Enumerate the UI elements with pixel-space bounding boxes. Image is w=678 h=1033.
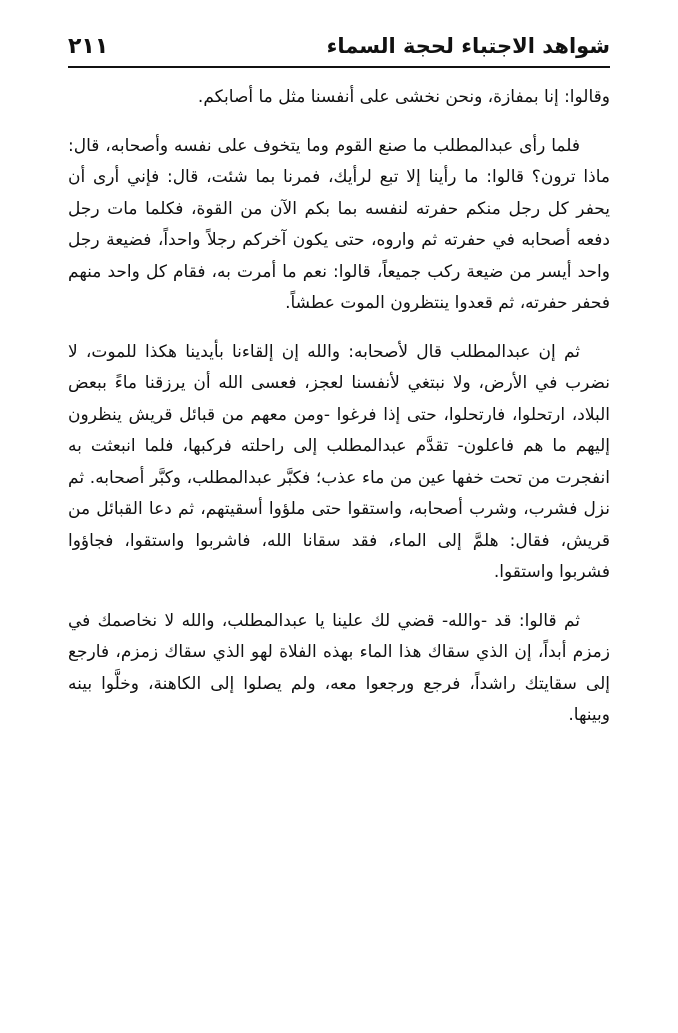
paragraph: ثم إن عبدالمطلب قال لأصحابه: والله إن إلقاءنا بأيدينا هكذا للموت، لا نضرب في الأرض، ولا نبتغي لأنفسنا لعجز، فعسى الله أن يرزقنا ماءً ببعض البلاد، ارتحلوا، فارتحلوا، حتى إذا فرغوا -ومن معهم من قبائل قريش ينظرون إليهم ما هم فاعلون- تقدَّم عبدالمطلب إلى راحلته فركبها، فلما انبعثت به انفجرت من تحت خفها عين من ماء عذب؛ فكبَّر عبدالمطلب، وكبَّر أصحابه. ثم نزل فشرب، وشرب أصحابه، واستقوا حتى ملؤوا أسقيتهم، ثم دعا القبائل من قريش، فقال: هلمَّ إلى الماء، فقد سقانا الله، فاشربوا واستقوا، فجاؤوا فشربوا واستقوا. xyxy=(68,341,610,582)
page-header xyxy=(68,26,610,68)
running-title: شواهد الاجتباء لحجة السماء xyxy=(326,34,610,58)
paragraph: وقالوا: إنا بمفازة، ونحن نخشى على أنفسنا مثل ما أصابكم. xyxy=(197,87,610,107)
paragraph: فلما رأى عبدالمطلب ما صنع القوم وما يتخوف على نفسه وأصحابه، قال: ماذا ترون؟ قالوا: ما رأينا إلا تبع لرأيك، فمرنا بما شئت، قال: فإني أرى أن يحفر كل رجل منكم حفرته لنفسه بما بكم الآن من القوة، فكلما مات رجل دفعه أصحابه في حفرته ثم واروه، حتى يكون آخركم رجلاً واحداً، فضيعة رجل واحد أيسر من ضيعة ركب جميعاً، قالوا: نعم ما أمرت به، فقام كل واحد منهم فحفر حفرته، ثم قعدوا ينتظرون الموت عطشاً. xyxy=(68,135,610,313)
page-number: ٢١١ xyxy=(68,34,109,59)
page-body xyxy=(68,82,610,749)
paragraph: ثم قالوا: قد -والله- قضي لك علينا يا عبدالمطلب، والله لا نخاصمك في زمزم أبداً، إن الذي سقاك هذا الماء بهذه الفلاة لهو الذي سقاك زمزم، فارجع إلى سقايتك راشداً، فرجع ورجعوا معه، ولم يصلوا إلى الكاهنة، وخلَّوا بينه وبينها. xyxy=(68,610,610,725)
